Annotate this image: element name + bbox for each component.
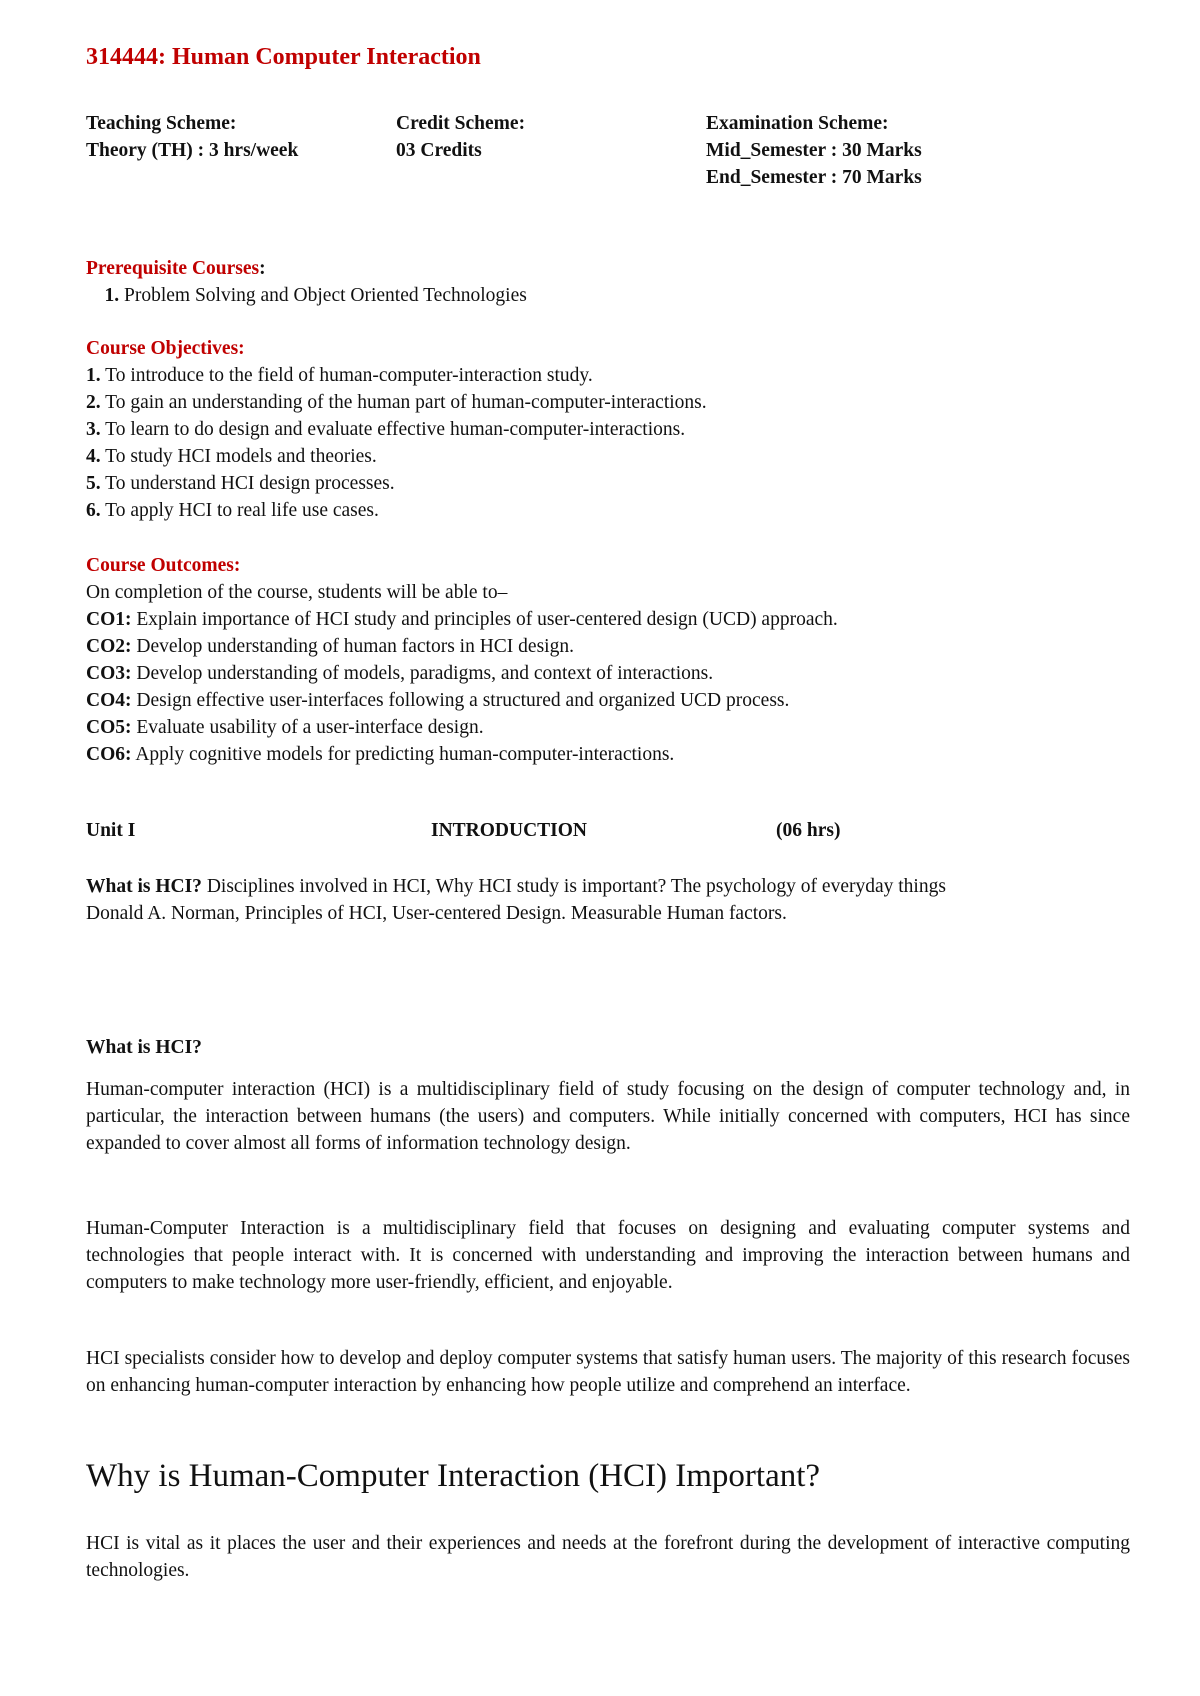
prerequisites-list xyxy=(86,282,1130,309)
unit-syllabus xyxy=(86,873,1130,927)
end-semester-marks: End_Semester : 70 Marks xyxy=(706,167,922,188)
list-item: 2. To gain an understanding of the human part of human-computer-interactions. xyxy=(86,392,707,413)
list-item: 1. To introduce to the field of human-computer-interaction study. xyxy=(86,365,593,386)
prerequisites-section xyxy=(86,255,1130,309)
examination-scheme xyxy=(706,110,922,191)
why-hci-paragraph: HCI is vital as it places the user and their experiences and needs at the forefront during the development of interactive computing technologies. xyxy=(86,1533,1130,1581)
what-is-hci-heading: What is HCI? xyxy=(86,1037,202,1058)
course-title: 314444: Human Computer Interaction xyxy=(86,44,481,70)
outcomes-intro: On completion of the course, students will be able to– xyxy=(86,582,508,603)
objectives-section xyxy=(86,335,1130,524)
unit-hours: (06 hrs) xyxy=(776,820,841,841)
list-item: 5. To understand HCI design processes. xyxy=(86,473,395,494)
teaching-scheme-value: Theory (TH) : 3 hrs/week xyxy=(86,140,299,161)
objectives-heading: Course Objectives: xyxy=(86,338,245,359)
teaching-scheme-label: Teaching Scheme: xyxy=(86,113,237,134)
what-is-hci-paragraph-3: HCI specialists consider how to develop and deploy computer systems that satisfy human users. The majority of this research focuses on enhancing human-computer interaction by enhancing how people utilize and comprehend an interface. xyxy=(86,1348,1130,1396)
list-item: 4. To study HCI models and theories. xyxy=(86,446,377,467)
teaching-scheme xyxy=(86,110,298,164)
credit-scheme xyxy=(396,110,525,164)
list-item: CO5: Evaluate usability of a user-interface design. xyxy=(86,717,484,738)
list-item: CO6: Apply cognitive models for predicting human-computer-interactions. xyxy=(86,744,675,765)
list-item: CO2: Develop understanding of human factors in HCI design. xyxy=(86,636,574,657)
unit-topics: What is HCI? Disciplines involved in HCI, Why HCI study is important? The psychology of everyday things xyxy=(86,876,946,897)
why-hci-heading: Why is Human-Computer Interaction (HCI) Important? xyxy=(86,1458,821,1494)
unit-topics-continued: Donald A. Norman, Principles of HCI, User-centered Design. Measurable Human factors. xyxy=(86,903,787,924)
credit-scheme-label: Credit Scheme: xyxy=(396,113,526,134)
credit-scheme-value: 03 Credits xyxy=(396,140,482,161)
list-item: 6. To apply HCI to real life use cases. xyxy=(86,500,379,521)
list-item: CO1: Explain importance of HCI study and principles of user-centered design (UCD) approach. xyxy=(86,609,838,630)
what-is-hci-section xyxy=(86,1034,1130,1061)
prerequisites-heading: Prerequisite Courses: xyxy=(86,258,266,279)
list-item: 1. Problem Solving and Object Oriented Technologies xyxy=(124,282,1130,309)
unit-title: INTRODUCTION xyxy=(431,820,588,841)
list-item: CO3: Develop understanding of models, paradigms, and context of interactions. xyxy=(86,663,714,684)
mid-semester-marks: Mid_Semester : 30 Marks xyxy=(706,140,922,161)
what-is-hci-paragraph-2: Human-Computer Interaction is a multidisciplinary field that focuses on designing and evaluating computer systems and technologies that people interact with. It is concerned with understanding and improving the interaction between humans and computers to make technology more user-friendly, efficient, and enjoyable. xyxy=(86,1218,1130,1293)
outcomes-section xyxy=(86,552,956,768)
what-is-hci-paragraph-1: Human-computer interaction (HCI) is a multidisciplinary field of study focusing on the design of computer technology and, in particular, the interaction between humans (the users) and computers. While initially concerned with computers, HCI has since expanded to cover almost all forms of information technology design. xyxy=(86,1079,1130,1154)
list-item: CO4: Design effective user-interfaces following a structured and organized UCD process. xyxy=(86,690,790,711)
examination-scheme-label: Examination Scheme: xyxy=(706,113,889,134)
outcomes-heading: Course Outcomes: xyxy=(86,555,241,576)
list-item: 3. To learn to do design and evaluate effective human-computer-interactions. xyxy=(86,419,686,440)
unit-label: Unit I xyxy=(86,820,136,841)
